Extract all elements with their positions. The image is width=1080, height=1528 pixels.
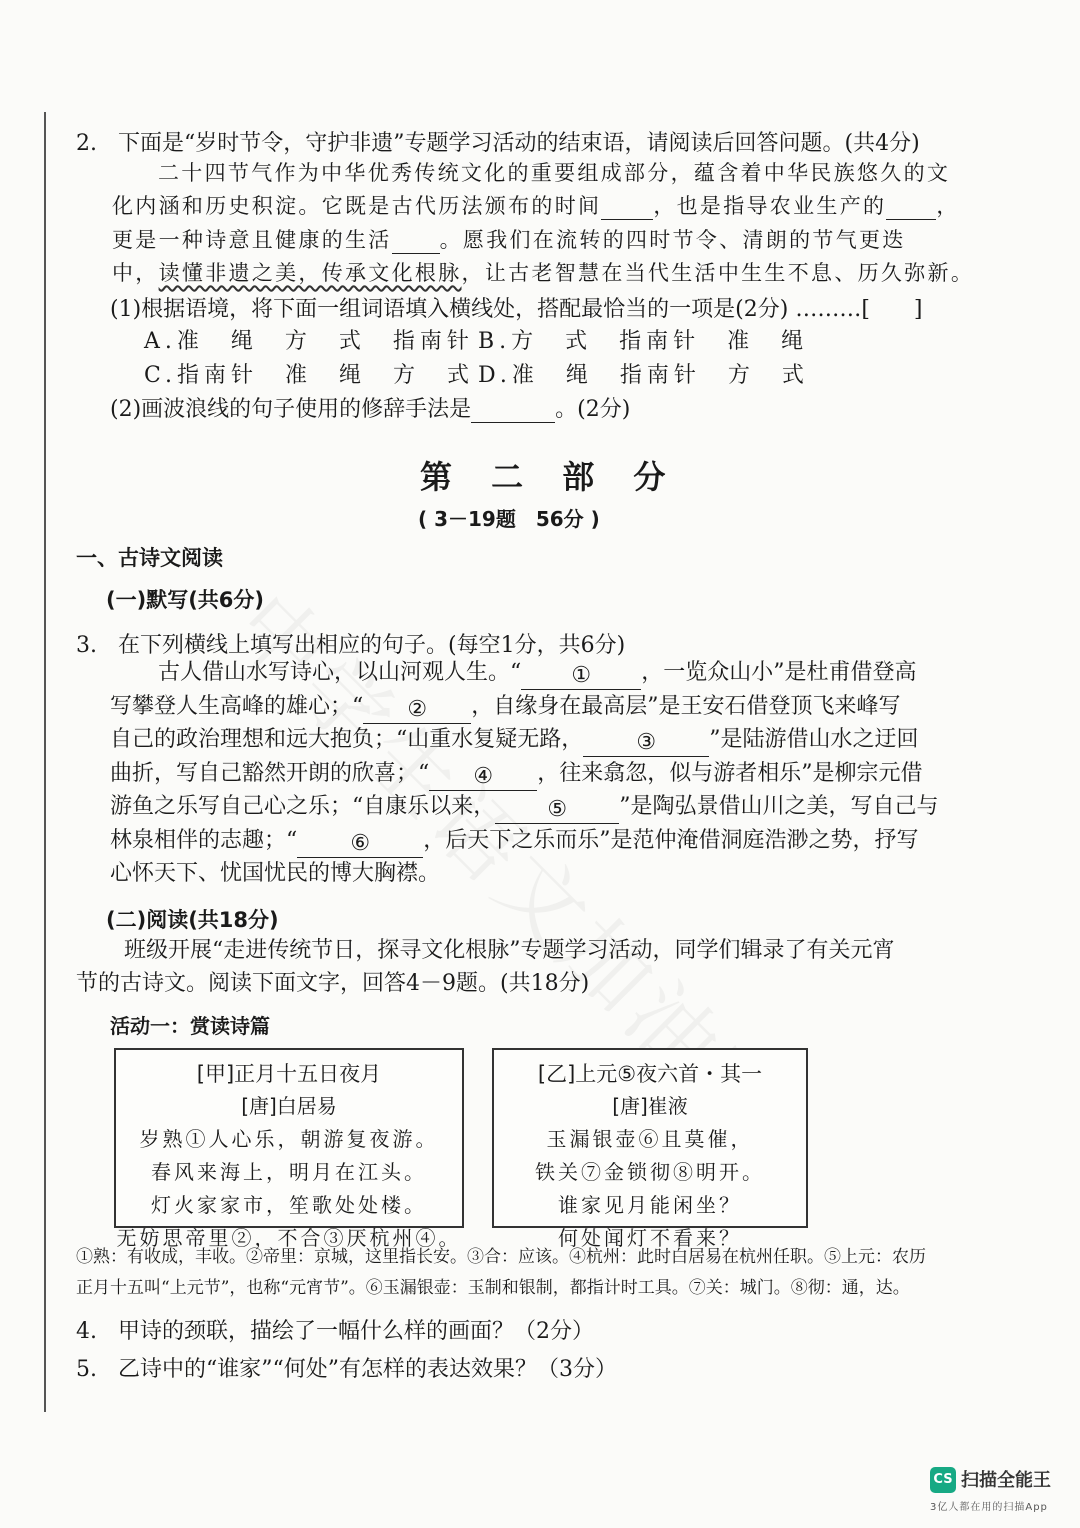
q5 [76, 1352, 617, 1383]
q3-line6 [110, 824, 919, 858]
poem-a-box [114, 1048, 464, 1250]
q3-line4 [110, 757, 923, 791]
q2-sub2-b: 。(2分) [555, 397, 631, 422]
poem-a-line-2: 春风来海上，明月在江头。 [151, 1160, 427, 1184]
notes-line2: 正月十五叫“上元节”，也称“元宵节”。⑥玉漏银壶：玉制和银制，都指计时工具。⑦关：城门。⑧彻：通，达。 [76, 1278, 910, 1298]
poem-b-line-2: 铁关⑦金锁彻⑧明开。 [535, 1160, 765, 1184]
part2-title: 第 二 部 分 [420, 458, 680, 496]
q4-text: 甲诗的颈联，描绘了一幅什么样的画面？（2分） [118, 1319, 594, 1344]
q4 [76, 1314, 594, 1345]
q5-number: 5. [76, 1357, 97, 1382]
q2-para-line2-b: ，也是指导农业生产的 [653, 194, 887, 218]
q2-para-line4-a: 中， [112, 261, 159, 285]
q2-number: 2. [76, 131, 97, 156]
q3-l5-c: ”是陶弘景借山川之美，写自己与 [619, 794, 939, 819]
q3-l4-a: 曲折，写自己豁然开朗的欣喜；“ [110, 761, 430, 786]
section1-heading: 一、古诗文阅读 [76, 546, 223, 570]
activity-one-title: 活动一：赏读诗篇 [110, 1014, 270, 1038]
q2-para-line4 [112, 257, 974, 287]
q2-sub2-blank[interactable] [471, 422, 555, 423]
q3-l3-c: ”是陆游借山水之迂回 [709, 727, 919, 752]
q3-blank-4[interactable]: ④ [429, 764, 537, 791]
q3-prompt-text: 在下列横线上填写出相应的句子。(每空1分，共6分) [118, 633, 626, 658]
q3-l6-a: 林泉相伴的志趣；“ [110, 828, 298, 853]
poem-a-line-3: 灯火家家市，笙歌处处楼。 [151, 1193, 427, 1217]
q3-l1-c: ，一览众山小”是杜甫借登高 [641, 660, 917, 685]
q3-blank-2[interactable]: ② [363, 697, 471, 724]
q2-option-a[interactable]: A.准 绳 方 式 指南针 [144, 329, 474, 354]
poem-b-author: [唐]崔液 [612, 1094, 688, 1118]
q2-para-line2-c: ， [936, 194, 960, 218]
q2-prompt-text: 下面是“岁时节令，守护非遗”专题学习活动的结束语，请阅读后回答问题。(共4分) [118, 131, 920, 156]
q3-l1-a: 古人借山水写诗心，以山河观人生。“ [158, 660, 522, 685]
q2-sub2-a: (2)画波浪线的句子使用的修辞手法是 [110, 397, 472, 422]
q2-sub2 [110, 392, 630, 423]
poem-b-box [492, 1048, 808, 1250]
section2-intro-line1: 班级开展“走进传统节日，探寻文化根脉”专题学习活动，同学们辑录了有关元宵 [124, 938, 895, 963]
q3-l4-c: ，往来翕忽，似与游者相乐”是柳宗元借 [537, 761, 923, 786]
notes-line1: ①熟：有收成，丰收。②帝里：京城，这里指长安。③合：应该。④杭州：此时白居易在杭州任职。⑤上元：农历 [76, 1247, 926, 1267]
q2-option-d[interactable]: D.准 绳 指南针 方 式 [478, 363, 809, 388]
q3-line5 [110, 790, 939, 824]
section2-intro-line2: 节的古诗文。阅读下面文字，回答4－9题。(共18分) [76, 971, 590, 996]
q3-line1 [158, 656, 917, 690]
q2-blank-3[interactable] [392, 253, 440, 254]
q2-prompt [76, 126, 920, 157]
q2-para-line2-a: 化内涵和历史积淀。它既是古代历法颁布的时间 [112, 194, 602, 218]
poem-a-author: [唐]白居易 [241, 1094, 337, 1118]
q2-wavy-sentence: 读懂非遗之美，传承文化根脉 [158, 261, 462, 285]
q5-text: 乙诗中的“谁家”“何处”有怎样的表达效果？（3分） [118, 1357, 617, 1382]
q2-sub1: (1)根据语境，将下面一组词语填入横线处，搭配最恰当的一项是(2分) ………[ ] [110, 297, 923, 322]
q3-blank-1[interactable]: ① [521, 663, 641, 690]
poem-b-line-4: 何处闻灯不看来？ [558, 1226, 742, 1250]
q2-para-line1-text: 二十四节气作为中华优秀传统文化的重要组成部分，蕴含着中华民族悠久的文 [158, 161, 951, 185]
q2-para-line4-b: ，让古老智慧在当代生活中生生不息、历久弥新。 [461, 261, 975, 285]
q2-option-b[interactable]: B.方 式 指南针 准 绳 [478, 329, 809, 354]
section2-heading: (二)阅读(共18分) [106, 908, 279, 932]
q3-blank-5[interactable]: ⑤ [495, 797, 619, 824]
poem-a-line-1: 岁熟①人心乐，朝游复夜游。 [139, 1127, 439, 1151]
q3-l5-a: 游鱼之乐写自己心之乐；“自康乐以来， [110, 794, 496, 819]
scanner-logo-icon: CS [930, 1467, 956, 1493]
q3-l6-c: ，后天下之乐而乐”是范仲淹借洞庭浩渺之势，抒写 [423, 828, 919, 853]
q2-blank-1[interactable] [601, 219, 653, 220]
q2-para-line2 [112, 190, 960, 220]
q3-l2-a: 写攀登人生高峰的雄心；“ [110, 694, 364, 719]
scanner-name: 扫描全能王 [961, 1470, 1051, 1491]
margin-line [44, 112, 46, 1412]
poem-b-line-3: 谁家见月能闲坐？ [558, 1193, 742, 1217]
q3-blank-3[interactable]: ③ [583, 730, 709, 757]
poem-a-title: [甲]正月十五日夜月 [196, 1062, 382, 1086]
poem-a-line-4: 无妨思帝里②，不合③厌杭州④。 [116, 1226, 462, 1250]
q2-para-line3 [112, 224, 906, 254]
part2-range: ( 3－19题 56分 ) [418, 507, 600, 531]
q3-number: 3. [76, 633, 97, 658]
q2-blank-2[interactable] [886, 219, 936, 220]
q4-number: 4. [76, 1319, 97, 1344]
section1-sub1: (一)默写(共6分) [106, 588, 265, 612]
q3-line2 [110, 690, 901, 724]
q3-blank-6[interactable]: ⑥ [297, 831, 423, 858]
part2-title-wrap [420, 452, 679, 498]
q2-para-line3-a: 更是一种诗意且健康的生活 [112, 228, 392, 252]
q3-prompt [76, 628, 625, 659]
poem-b-line-1: 玉漏银壶⑥且莫催， [546, 1127, 754, 1151]
q3-l2-c: ，自缘身在最高层”是王安石借登顶飞来峰写 [471, 694, 901, 719]
q3-line7: 心怀天下、忧国忧民的博大胸襟。 [110, 861, 441, 886]
q2-para-line1 [158, 157, 950, 187]
q3-line3 [110, 723, 919, 757]
q2-para-line3-b: 。愿我们在流转的四时节令、清朗的节气更迭 [439, 228, 906, 252]
scanner-tagline: 3亿人都在用的扫描App [930, 1502, 1048, 1513]
q2-option-c[interactable]: C.指南针 准 绳 方 式 [144, 363, 475, 388]
poem-b-title: [乙]上元⑤夜六首・其一 [537, 1062, 763, 1086]
q3-l3-a: 自己的政治理想和远大抱负；“山重水复疑无路， [110, 727, 584, 752]
